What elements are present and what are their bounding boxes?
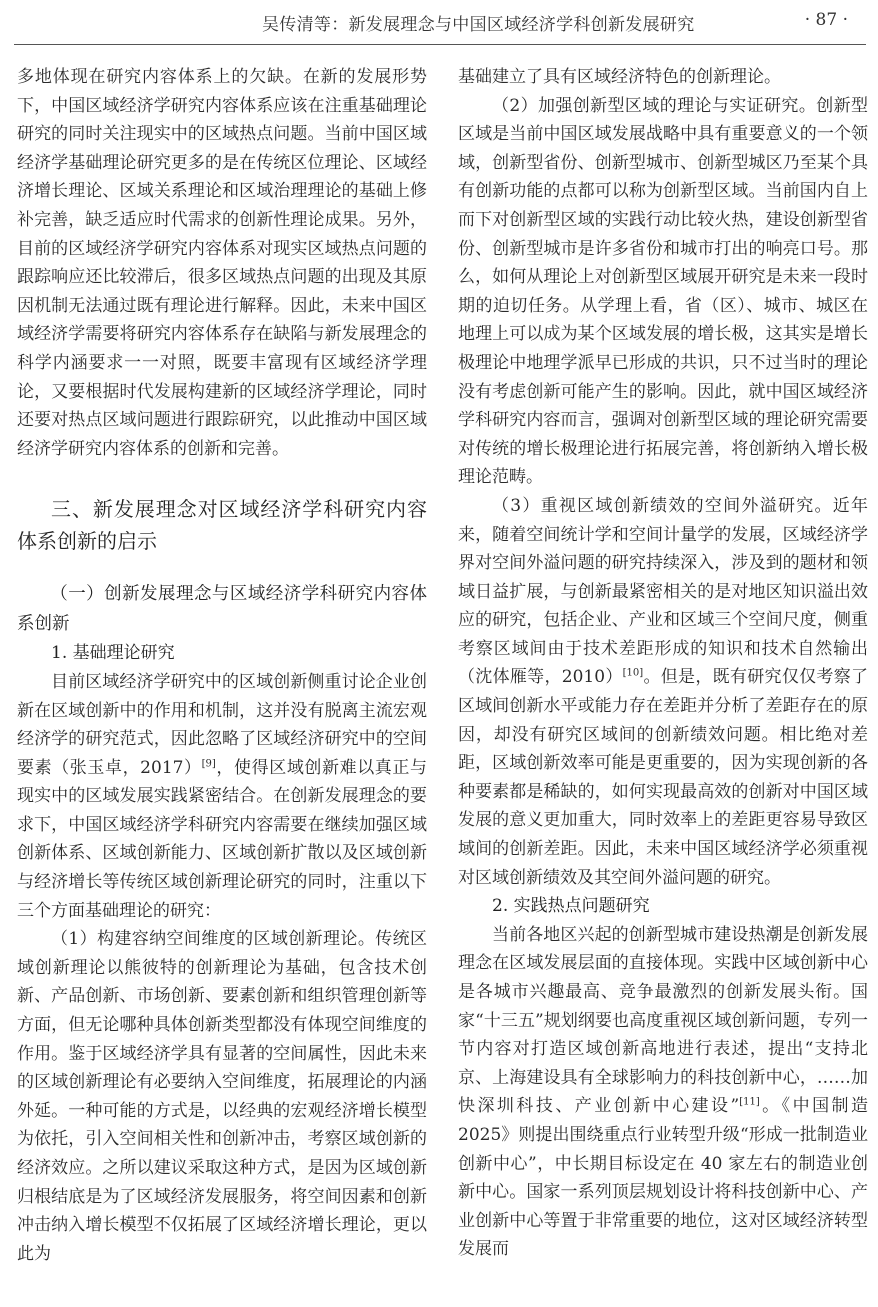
paragraph-practice	[458, 921, 868, 1264]
section-heading: 三、新发展理念对区域经济学科研究内容体系创新的启示	[17, 497, 427, 554]
left-column	[17, 63, 427, 1268]
paragraph-point-2: （2）加强创新型区域的理论与实证研究。创新型区域是当前中国区域发展战略中具有重要意义的一个领域，创新型省份、创新型城市、创新型城区乃至某个具有创新功能的点都可以称为创新型区域。当前国内自上而下对创新型区域的实践行动比较火热，建设创新型省份、创新型城市是许多省份和城市打出的响亮口号。那么，如何从理论上对创新型区域展开研究是未来一段时期的迫切任务。从学理上看，省（区）、城市、城区在地理上可以成为某个区域发展的增长极，这其实是增长极理论中地理学派早已形成的共识，只不过当时的理论没有考虑创新可能产生的影响。因此，就中国区域经济学科研究内容而言，强调对创新型区域的理论研究需要对传统的增长极理论进行拓展完善，将创新纳入增长极理论范畴。	[458, 95, 868, 488]
item-heading-practice: 2. 实践热点问题研究	[492, 896, 650, 917]
citation-marker: [9]	[201, 758, 216, 770]
paragraph-text: 。但是，既有研究仅仅考察了区域间创新水平或能力存在差距并分析了差距存在的原因，却没有研究区域间的创新绩效问题。相比绝对差距，区域创新效率可能是更重要的，因为实现创新的各种要素都是稀缺的，如何实现最高效的创新对中国区域发展的意义更加重大，同时效率上的差距更容易导致区域间的创新差距。因此，未来中国区域经济学必须重视对区域创新绩效及其空间外溢问题的研究。	[458, 667, 869, 888]
paragraph-point-3	[458, 492, 868, 892]
paragraph-continued: 多地体现在研究内容体系上的欠缺。在新的发展形势下，中国区域经济学研究内容体系应该在注重基础理论研究的同时关注现实中的区域热点问题。当前中国区域经济学基础理论研究更多的是在传统区位理论、区域经济增长理论、区域关系理论和区域治理理论的基础上修补完善，缺乏适应时代需求的创新性理论成果。另外，目前的区域经济学研究内容体系对现实区域热点问题的跟踪响应还比较滞后，很多区域热点问题的出现及其原因机制无法通过既有理论进行解释。因此，未来中国区域经济学需要将研究内容体系存在缺陷与新发展理念的科学内涵要求一一对照，既要丰富现有区域经济学理论，又要根据时代发展构建新的区域经济学理论，同时还要对热点区域问题进行跟踪研究，以此推动中国区域经济学研究内容体系的创新和完善。	[17, 67, 427, 459]
item-heading-basic-theory: 1. 基础理论研究	[51, 643, 175, 664]
right-column	[458, 63, 868, 1264]
paragraph-point-1: （1）构建容纳空间维度的区域创新理论。传统区域创新理论以熊彼特的创新理论为基础，包含技术创新、产品创新、市场创新、要素创新和组织管理创新等方面，但无论哪种具体创新类型都没有体现空间维度的作用。鉴于区域经济学具有显著的空间属性，因此未来的区域创新理论有必要纳入空间维度，拓展理论的内涵外延。一种可能的方式是，以经典的宏观经济增长模型为依托，引入空间相关性和创新冲击，考察区域创新的经济效应。之所以建议采取这种方式，是因为区域创新归根结底是为了区域经济发展服务，将空间因素和创新冲击纳入增长模型不仅拓展了区域经济增长理论，更以此为	[17, 929, 427, 1264]
running-header-title: 吴传清等：新发展理念与中国区域经济学科创新发展研究	[262, 15, 695, 35]
subsection-heading: （一）创新发展理念与区域经济学科研究内容体系创新	[17, 584, 427, 635]
page-number: · 87 ·	[804, 10, 848, 30]
paragraph-text: 。《中国制造 2025》则提出围绕重点行业转型升级“形成一批制造业创新中心”，中长期目标设定在 40 家左右的制造业创新中心。国家一系列顶层规划设计将科技创新中心、产业创新中心等置于非常重要的地位，这对区域经济转型发展而	[458, 1096, 868, 1260]
citation-marker: [10]	[622, 667, 644, 679]
paragraph-text: 目前区域经济学研究中的区域创新侧重讨论企业创新在区域创新中的作用和机制，这并没有脱离主流宏观经济学的研究范式，因此忽略了区域经济研究中的空间要素（张玉卓，2017）	[17, 671, 427, 778]
running-header	[14, 0, 866, 45]
paragraph-text: （3）重视区域创新绩效的空间外溢研究。近年来，随着空间统计学和空间计量学的发展，区域经济学界对空间外溢问题的研究持续深入，涉及到的题材和领域日益扩展，与创新最紧密相关的是对地区知识溢出效应的研究，包括企业、产业和区域三个空间尺度，侧重考察区域间由于技术差距形成的知识和技术自然输出（沈体雁等，2010）	[458, 495, 868, 688]
paragraph-basic-theory	[17, 668, 427, 925]
paragraph-continued: 基础建立了具有区域经济特色的创新理论。	[458, 67, 781, 87]
paragraph-text: 当前各地区兴起的创新型城市建设热潮是创新发展理念在区域发展层面的直接体现。实践中区域创新中心是各城市兴趣最高、竞争最激烈的创新发展头衔。国家“十三五”规划纲要也高度重视区域创新问题，专列一节内容对打造区域创新高地进行表述，提出“支持北京、上海建设具有全球影响力的科技创新中心，……加快深圳科技、产业创新中心建设”	[458, 924, 868, 1117]
paragraph-text: ，使得区域创新难以真正与现实中的区域发展实践紧密结合。在创新发展理念的要求下，中国区域经济学科研究内容需要在继续加强区域创新体系、区域创新能力、区域创新扩散以及区域创新与经济增长等传统区域创新理论研究的同时，注重以下三个方面基础理论的研究：	[17, 757, 428, 921]
citation-marker: [11]	[739, 1096, 760, 1108]
